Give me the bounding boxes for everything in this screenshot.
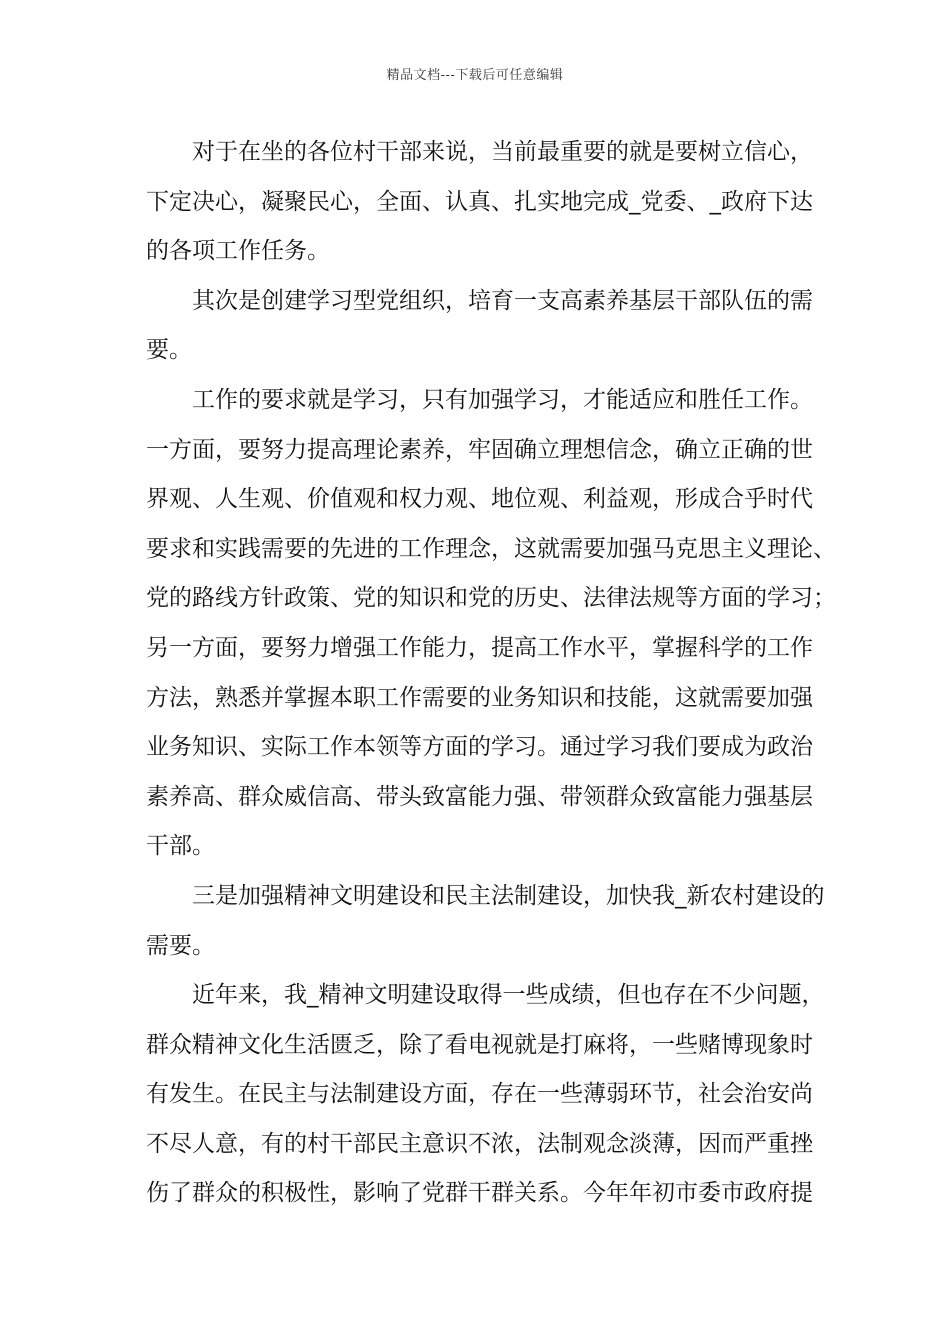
- paragraph-line: 群众精神文化生活匮乏，除了看电视就是打麻将，一些赌博现象时: [146, 1031, 813, 1058]
- paragraph-line: 党的路线方针政策、党的知识和党的历史、法律法规等方面的学习；: [146, 585, 836, 612]
- paragraph-line: 工作的要求就是学习，只有加强学习，才能适应和胜任工作。: [192, 386, 813, 413]
- paragraph-line: 下定决心，凝聚民心，全面、认真、扎实地完成_党委、_政府下达: [146, 188, 813, 215]
- paragraph-line: 业务知识、实际工作本领等方面的学习。通过学习我们要成为政治: [146, 734, 813, 761]
- paragraph-line: 要。: [146, 337, 192, 364]
- paragraph-line: 干部。: [146, 833, 215, 860]
- page-header: 精品文档---下载后可任意编辑: [386, 68, 564, 83]
- paragraph-line: 三是加强精神文明建设和民主法制建设，加快我_新农村建设的: [192, 882, 825, 909]
- paragraph-line: 方法，熟悉并掌握本职工作需要的业务知识和技能，这就需要加强: [146, 684, 813, 711]
- paragraph-line: 另一方面，要努力增强工作能力，提高工作水平，掌握科学的工作: [146, 634, 813, 661]
- paragraph-line: 的各项工作任务。: [146, 238, 330, 265]
- paragraph-line: 界观、人生观、价值观和权力观、地位观、利益观，形成合乎时代: [146, 486, 813, 513]
- paragraph-line: 素养高、群众威信高、带头致富能力强、带领群众致富能力强基层: [146, 783, 813, 810]
- paragraph-line: 一方面，要努力提高理论素养，牢固确立理想信念，确立正确的世: [146, 436, 813, 463]
- paragraph-line: 对于在坐的各位村干部来说，当前最重要的就是要树立信心，: [192, 139, 813, 165]
- paragraph-line: 伤了群众的积极性，影响了党群干群关系。今年年初市委市政府提: [146, 1180, 813, 1207]
- paragraph-line: 有发生。在民主与法制建设方面，存在一些薄弱环节，社会治安尚: [146, 1081, 813, 1108]
- document-body: [146, 128, 836, 1219]
- paragraph-line: 其次是创建学习型党组织，培育一支高素养基层干部队伍的需: [192, 287, 813, 314]
- paragraph-line: 要求和实践需要的先进的工作理念，这就需要加强马克思主义理论、: [146, 535, 836, 562]
- paragraph-line: 近年来，我_精神文明建设取得一些成绩，但也存在不少问题，: [192, 982, 825, 1009]
- paragraph-line: 需要。: [146, 932, 215, 959]
- paragraph-line: 不尽人意，有的村干部民主意识不浓，法制观念淡薄，因而严重挫: [146, 1130, 813, 1157]
